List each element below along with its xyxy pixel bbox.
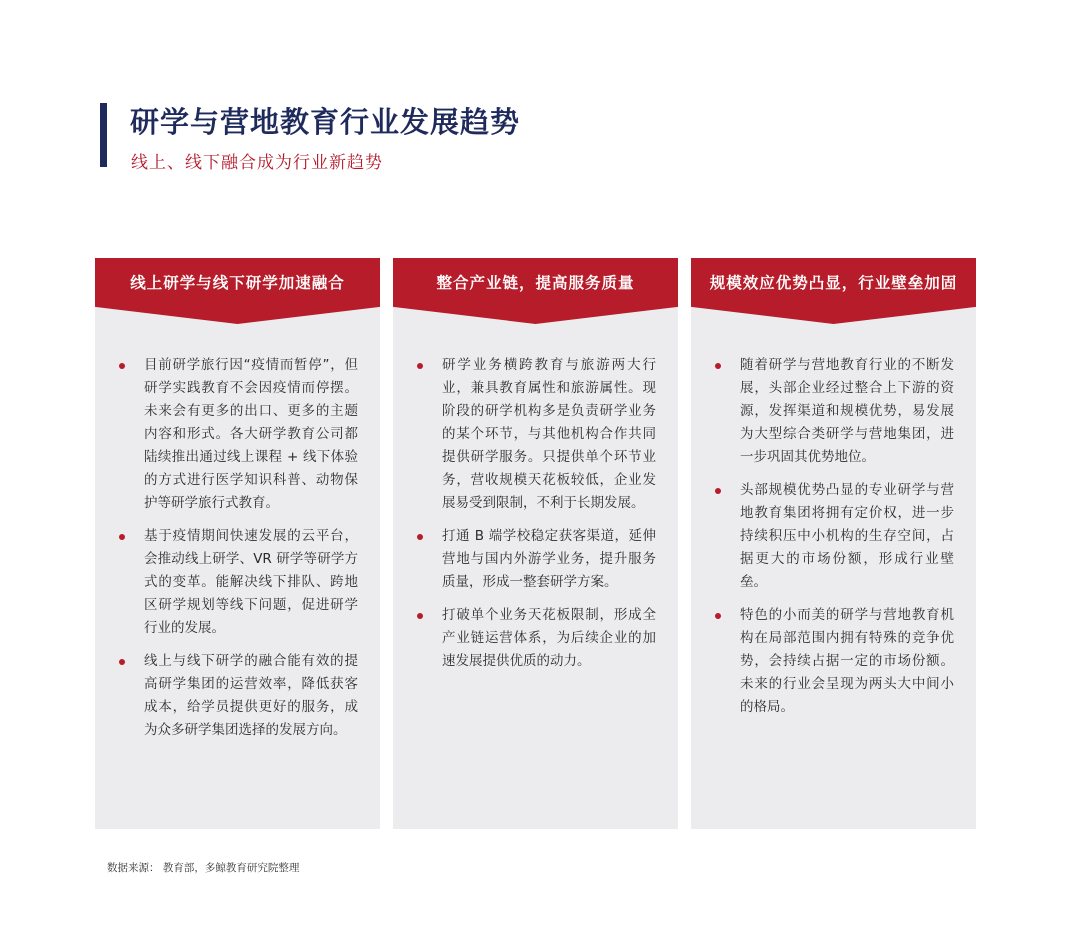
list-item-text: 基于疫情期间快速发展的云平台，会推动线上研学、VR 研学等研学方式的变革。能解决线下排队、跨地区研学规划等线下问题，促进研学行业的发展。 xyxy=(144,528,358,636)
list-item-text: 研学业务横跨教育与旅游两大行业，兼具教育属性和旅游属性。现阶段的研学机构多是负责研学业务的某个环节，与其他机构合作共同提供研学服务。只提供单个环节业务，营收规模天花板较低，企业发展易受到限制，不利于长期发展。 xyxy=(442,357,656,511)
title-accent-bar xyxy=(100,103,107,167)
bullet-dot-icon xyxy=(715,488,721,494)
list-item-text: 打破单个业务天花板限制，形成全产业链运营体系，为后续企业的加速发展提供优质的动力。 xyxy=(442,607,656,669)
card-heading: 线上研学与线下研学加速融合 xyxy=(130,274,345,292)
bullet-dot-icon xyxy=(715,613,721,619)
card-bullet-list xyxy=(95,354,380,752)
list-item xyxy=(95,354,380,515)
list-item xyxy=(393,604,678,673)
bullet-dot-icon xyxy=(715,363,721,369)
list-item xyxy=(95,525,380,640)
list-item-text: 目前研学旅行因“疫情而暂停”，但研学实践教育不会因疫情而停摆。未来会有更多的出口、更多的主题内容和形式。各大研学教育公司都陆续推出通过线上课程 + 线下体验的方式进行医学知识科普、动物保护等研学旅行式教育。 xyxy=(144,357,358,511)
list-item xyxy=(393,525,678,594)
bullet-dot-icon xyxy=(417,613,423,619)
list-item xyxy=(95,650,380,742)
bullet-dot-icon xyxy=(119,534,125,540)
list-item-text: 头部规模优势凸显的专业研学与营地教育集团将拥有定价权，进一步持续积压中小机构的生存空间，占据更大的市场份额，形成行业壁垒。 xyxy=(740,482,954,590)
list-item-text: 打通 B 端学校稳定获客渠道，延伸营地与国内外游学业务，提升服务质量，形成一整套研学方案。 xyxy=(442,528,656,590)
trend-card-online-offline xyxy=(95,258,380,829)
list-item-text: 随着研学与营地教育行业的不断发展，头部企业经过整合上下游的资源，发挥渠道和规模优势，易发展为大型综合类研学与营地集团，进一步巩固其优势地位。 xyxy=(740,357,954,465)
list-item xyxy=(393,354,678,515)
bullet-dot-icon xyxy=(417,534,423,540)
card-heading: 整合产业链，提高服务质量 xyxy=(436,274,635,292)
card-bullet-list xyxy=(691,354,976,729)
page-title: 研学与营地教育行业发展趋势 xyxy=(130,105,521,139)
card-heading: 规模效应优势凸显，行业壁垒加固 xyxy=(709,274,958,292)
bullet-dot-icon xyxy=(119,363,125,369)
card-bullet-list xyxy=(393,354,678,683)
bullet-dot-icon xyxy=(417,363,423,369)
trend-card-scale-effect xyxy=(691,258,976,829)
data-source-note: 数据来源： 教育部，多鲸教育研究院整理 xyxy=(107,862,300,874)
list-item xyxy=(691,479,976,594)
list-item xyxy=(691,354,976,469)
bullet-dot-icon xyxy=(119,659,125,665)
list-item xyxy=(691,604,976,719)
list-item-text: 线上与线下研学的融合能有效的提高研学集团的运营效率，降低获客成本，给学员提供更好的服务，成为众多研学集团选择的发展方向。 xyxy=(144,653,358,738)
page-subtitle: 线上、线下融合成为行业新趋势 xyxy=(131,153,383,173)
trend-card-industry-chain xyxy=(393,258,678,829)
list-item-text: 特色的小而美的研学与营地教育机构在局部范围内拥有特殊的竞争优势，会持续占据一定的市场份额。未来的行业会呈现为两头大中间小的格局。 xyxy=(740,607,954,715)
